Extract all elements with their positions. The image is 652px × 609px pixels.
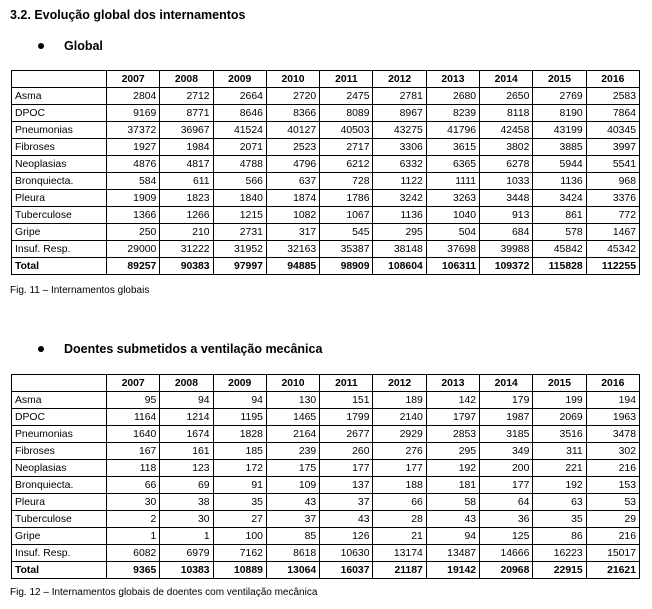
value-cell: 637 xyxy=(266,173,319,190)
row-label: Tuberculose xyxy=(12,511,107,528)
value-cell: 1067 xyxy=(320,207,373,224)
value-cell: 69 xyxy=(160,477,213,494)
value-cell: 221 xyxy=(533,460,586,477)
value-cell: 1215 xyxy=(213,207,266,224)
year-header: 2011 xyxy=(320,375,373,392)
row-label: Pneumonias xyxy=(12,426,107,443)
value-cell: 317 xyxy=(266,224,319,241)
value-cell: 1799 xyxy=(320,409,373,426)
row-label: Insuf. Resp. xyxy=(12,545,107,562)
value-cell: 728 xyxy=(320,173,373,190)
value-cell: 43275 xyxy=(373,122,426,139)
value-cell: 3185 xyxy=(480,426,533,443)
value-cell: 125 xyxy=(480,528,533,545)
year-header: 2009 xyxy=(213,375,266,392)
value-cell: 216 xyxy=(586,460,639,477)
year-header: 2009 xyxy=(213,71,266,88)
value-cell: 8190 xyxy=(533,105,586,122)
value-cell: 142 xyxy=(426,392,479,409)
row-label: Gripe xyxy=(12,224,107,241)
value-cell: 4788 xyxy=(213,156,266,173)
value-cell: 913 xyxy=(480,207,533,224)
corner-cell xyxy=(12,375,107,392)
value-cell: 2712 xyxy=(160,88,213,105)
section-heading: 3.2. Evolução global dos internamentos xyxy=(10,8,246,22)
value-cell: 39988 xyxy=(480,241,533,258)
value-cell: 2523 xyxy=(266,139,319,156)
value-cell: 239 xyxy=(266,443,319,460)
value-cell: 1823 xyxy=(160,190,213,207)
row-label: DPOC xyxy=(12,409,107,426)
value-cell: 86 xyxy=(533,528,586,545)
value-cell: 85 xyxy=(266,528,319,545)
value-cell: 2664 xyxy=(213,88,266,105)
value-cell: 94 xyxy=(213,392,266,409)
value-cell: 10889 xyxy=(213,562,266,579)
year-header: 2008 xyxy=(160,375,213,392)
value-cell: 295 xyxy=(373,224,426,241)
value-cell: 1195 xyxy=(213,409,266,426)
value-cell: 15017 xyxy=(586,545,639,562)
value-cell: 1266 xyxy=(160,207,213,224)
value-cell: 189 xyxy=(373,392,426,409)
value-cell: 295 xyxy=(426,443,479,460)
value-cell: 8646 xyxy=(213,105,266,122)
value-cell: 123 xyxy=(160,460,213,477)
year-header: 2010 xyxy=(266,71,319,88)
global-heading-text: Global xyxy=(64,39,103,53)
value-cell: 40345 xyxy=(586,122,639,139)
value-cell: 3306 xyxy=(373,139,426,156)
value-cell: 90383 xyxy=(160,258,213,275)
row-label: Total xyxy=(12,258,107,275)
row-label: Pneumonias xyxy=(12,122,107,139)
value-cell: 36 xyxy=(480,511,533,528)
row-label: Total xyxy=(12,562,107,579)
value-cell: 16223 xyxy=(533,545,586,562)
table-row xyxy=(12,156,640,173)
value-cell: 41524 xyxy=(213,122,266,139)
value-cell: 566 xyxy=(213,173,266,190)
value-cell: 37 xyxy=(320,494,373,511)
value-cell: 58 xyxy=(426,494,479,511)
value-cell: 53 xyxy=(586,494,639,511)
value-cell: 31222 xyxy=(160,241,213,258)
value-cell: 1366 xyxy=(107,207,160,224)
row-label: Pleura xyxy=(12,494,107,511)
row-label: Tuberculose xyxy=(12,207,107,224)
table-row xyxy=(12,122,640,139)
value-cell: 6082 xyxy=(107,545,160,562)
value-cell: 3448 xyxy=(480,190,533,207)
value-cell: 1797 xyxy=(426,409,479,426)
value-cell: 13174 xyxy=(373,545,426,562)
value-cell: 10383 xyxy=(160,562,213,579)
value-cell: 1111 xyxy=(426,173,479,190)
value-cell: 167 xyxy=(107,443,160,460)
value-cell: 177 xyxy=(320,460,373,477)
value-cell: 66 xyxy=(373,494,426,511)
total-row xyxy=(12,258,640,275)
value-cell: 19142 xyxy=(426,562,479,579)
value-cell: 177 xyxy=(373,460,426,477)
value-cell: 126 xyxy=(320,528,373,545)
bullet-icon xyxy=(38,346,44,352)
value-cell: 1136 xyxy=(373,207,426,224)
value-cell: 181 xyxy=(426,477,479,494)
value-cell: 8239 xyxy=(426,105,479,122)
value-cell: 3615 xyxy=(426,139,479,156)
value-cell: 37698 xyxy=(426,241,479,258)
year-header: 2011 xyxy=(320,71,373,88)
value-cell: 109372 xyxy=(480,258,533,275)
value-cell: 199 xyxy=(533,392,586,409)
ventilation-heading xyxy=(38,342,322,356)
value-cell: 2717 xyxy=(320,139,373,156)
total-row xyxy=(12,562,640,579)
value-cell: 151 xyxy=(320,392,373,409)
value-cell: 6212 xyxy=(320,156,373,173)
value-cell: 30 xyxy=(160,511,213,528)
row-label: Bronquiecta. xyxy=(12,173,107,190)
value-cell: 1214 xyxy=(160,409,213,426)
value-cell: 29000 xyxy=(107,241,160,258)
value-cell: 43 xyxy=(320,511,373,528)
value-cell: 38 xyxy=(160,494,213,511)
row-label: Gripe xyxy=(12,528,107,545)
ventilation-table xyxy=(11,374,640,579)
value-cell: 66 xyxy=(107,477,160,494)
value-cell: 1465 xyxy=(266,409,319,426)
table-row xyxy=(12,241,640,258)
value-cell: 1987 xyxy=(480,409,533,426)
value-cell: 6278 xyxy=(480,156,533,173)
value-cell: 772 xyxy=(586,207,639,224)
table-header-row xyxy=(12,71,640,88)
row-label: Neoplasias xyxy=(12,460,107,477)
table-row xyxy=(12,190,640,207)
value-cell: 1 xyxy=(160,528,213,545)
value-cell: 179 xyxy=(480,392,533,409)
value-cell: 3802 xyxy=(480,139,533,156)
value-cell: 504 xyxy=(426,224,479,241)
table-header-row xyxy=(12,375,640,392)
table-row xyxy=(12,443,640,460)
value-cell: 250 xyxy=(107,224,160,241)
figure-caption-11: Fig. 11 – Internamentos globais xyxy=(10,285,150,296)
ventilation-heading-text: Doentes submetidos a ventilação mecânica xyxy=(64,342,323,356)
value-cell: 8366 xyxy=(266,105,319,122)
row-label: Asma xyxy=(12,392,107,409)
value-cell: 684 xyxy=(480,224,533,241)
value-cell: 37372 xyxy=(107,122,160,139)
value-cell: 1840 xyxy=(213,190,266,207)
value-cell: 9365 xyxy=(107,562,160,579)
value-cell: 43 xyxy=(426,511,479,528)
value-cell: 2731 xyxy=(213,224,266,241)
value-cell: 8618 xyxy=(266,545,319,562)
value-cell: 311 xyxy=(533,443,586,460)
value-cell: 89257 xyxy=(107,258,160,275)
row-label: Fibroses xyxy=(12,443,107,460)
value-cell: 1984 xyxy=(160,139,213,156)
year-header: 2014 xyxy=(480,71,533,88)
value-cell: 94 xyxy=(426,528,479,545)
value-cell: 6979 xyxy=(160,545,213,562)
value-cell: 6365 xyxy=(426,156,479,173)
value-cell: 1 xyxy=(107,528,160,545)
table-row xyxy=(12,88,640,105)
value-cell: 8089 xyxy=(320,105,373,122)
value-cell: 3242 xyxy=(373,190,426,207)
value-cell: 172 xyxy=(213,460,266,477)
value-cell: 40127 xyxy=(266,122,319,139)
value-cell: 109 xyxy=(266,477,319,494)
value-cell: 137 xyxy=(320,477,373,494)
value-cell: 192 xyxy=(426,460,479,477)
table-row xyxy=(12,426,640,443)
value-cell: 584 xyxy=(107,173,160,190)
value-cell: 2140 xyxy=(373,409,426,426)
table-row xyxy=(12,494,640,511)
value-cell: 611 xyxy=(160,173,213,190)
value-cell: 2804 xyxy=(107,88,160,105)
value-cell: 2 xyxy=(107,511,160,528)
global-table xyxy=(11,70,640,275)
value-cell: 14666 xyxy=(480,545,533,562)
value-cell: 35 xyxy=(533,511,586,528)
value-cell: 8771 xyxy=(160,105,213,122)
value-cell: 3478 xyxy=(586,426,639,443)
value-cell: 1164 xyxy=(107,409,160,426)
value-cell: 185 xyxy=(213,443,266,460)
value-cell: 43 xyxy=(266,494,319,511)
value-cell: 20968 xyxy=(480,562,533,579)
value-cell: 188 xyxy=(373,477,426,494)
value-cell: 4796 xyxy=(266,156,319,173)
table-row xyxy=(12,224,640,241)
value-cell: 861 xyxy=(533,207,586,224)
value-cell: 32163 xyxy=(266,241,319,258)
value-cell: 175 xyxy=(266,460,319,477)
table-row xyxy=(12,460,640,477)
value-cell: 216 xyxy=(586,528,639,545)
year-header: 2014 xyxy=(480,375,533,392)
value-cell: 1033 xyxy=(480,173,533,190)
value-cell: 1136 xyxy=(533,173,586,190)
value-cell: 3997 xyxy=(586,139,639,156)
year-header: 2015 xyxy=(533,71,586,88)
value-cell: 161 xyxy=(160,443,213,460)
value-cell: 115828 xyxy=(533,258,586,275)
value-cell: 1909 xyxy=(107,190,160,207)
value-cell: 31952 xyxy=(213,241,266,258)
value-cell: 1927 xyxy=(107,139,160,156)
year-header: 2013 xyxy=(426,375,479,392)
value-cell: 97997 xyxy=(213,258,266,275)
value-cell: 194 xyxy=(586,392,639,409)
row-label: Insuf. Resp. xyxy=(12,241,107,258)
table-row xyxy=(12,545,640,562)
value-cell: 7162 xyxy=(213,545,266,562)
row-label: Pleura xyxy=(12,190,107,207)
value-cell: 21 xyxy=(373,528,426,545)
value-cell: 3885 xyxy=(533,139,586,156)
row-label: Neoplasias xyxy=(12,156,107,173)
value-cell: 3263 xyxy=(426,190,479,207)
value-cell: 4876 xyxy=(107,156,160,173)
value-cell: 2475 xyxy=(320,88,373,105)
year-header: 2010 xyxy=(266,375,319,392)
value-cell: 192 xyxy=(533,477,586,494)
value-cell: 3516 xyxy=(533,426,586,443)
value-cell: 106311 xyxy=(426,258,479,275)
year-header: 2013 xyxy=(426,71,479,88)
table-row xyxy=(12,528,640,545)
value-cell: 45842 xyxy=(533,241,586,258)
table-row xyxy=(12,409,640,426)
value-cell: 16037 xyxy=(320,562,373,579)
value-cell: 210 xyxy=(160,224,213,241)
value-cell: 2769 xyxy=(533,88,586,105)
value-cell: 21621 xyxy=(586,562,639,579)
value-cell: 4817 xyxy=(160,156,213,173)
value-cell: 28 xyxy=(373,511,426,528)
table-row xyxy=(12,511,640,528)
value-cell: 1786 xyxy=(320,190,373,207)
value-cell: 94 xyxy=(160,392,213,409)
value-cell: 6332 xyxy=(373,156,426,173)
value-cell: 130 xyxy=(266,392,319,409)
value-cell: 153 xyxy=(586,477,639,494)
value-cell: 2071 xyxy=(213,139,266,156)
value-cell: 2853 xyxy=(426,426,479,443)
value-cell: 10630 xyxy=(320,545,373,562)
value-cell: 22915 xyxy=(533,562,586,579)
value-cell: 2069 xyxy=(533,409,586,426)
value-cell: 21187 xyxy=(373,562,426,579)
value-cell: 30 xyxy=(107,494,160,511)
value-cell: 2680 xyxy=(426,88,479,105)
value-cell: 64 xyxy=(480,494,533,511)
value-cell: 8118 xyxy=(480,105,533,122)
row-label: DPOC xyxy=(12,105,107,122)
value-cell: 13487 xyxy=(426,545,479,562)
value-cell: 276 xyxy=(373,443,426,460)
value-cell: 9169 xyxy=(107,105,160,122)
value-cell: 1082 xyxy=(266,207,319,224)
value-cell: 3424 xyxy=(533,190,586,207)
table-row xyxy=(12,139,640,156)
value-cell: 45342 xyxy=(586,241,639,258)
row-label: Bronquiecta. xyxy=(12,477,107,494)
value-cell: 2720 xyxy=(266,88,319,105)
row-label: Fibroses xyxy=(12,139,107,156)
year-header: 2015 xyxy=(533,375,586,392)
year-header: 2008 xyxy=(160,71,213,88)
value-cell: 38148 xyxy=(373,241,426,258)
year-header: 2007 xyxy=(107,71,160,88)
value-cell: 108604 xyxy=(373,258,426,275)
value-cell: 5944 xyxy=(533,156,586,173)
value-cell: 42458 xyxy=(480,122,533,139)
value-cell: 578 xyxy=(533,224,586,241)
value-cell: 13064 xyxy=(266,562,319,579)
value-cell: 1674 xyxy=(160,426,213,443)
value-cell: 100 xyxy=(213,528,266,545)
value-cell: 98909 xyxy=(320,258,373,275)
value-cell: 8967 xyxy=(373,105,426,122)
value-cell: 349 xyxy=(480,443,533,460)
value-cell: 2650 xyxy=(480,88,533,105)
value-cell: 1828 xyxy=(213,426,266,443)
table-row xyxy=(12,477,640,494)
value-cell: 7864 xyxy=(586,105,639,122)
value-cell: 35387 xyxy=(320,241,373,258)
bullet-icon xyxy=(38,43,44,49)
value-cell: 1963 xyxy=(586,409,639,426)
value-cell: 2781 xyxy=(373,88,426,105)
value-cell: 112255 xyxy=(586,258,639,275)
value-cell: 63 xyxy=(533,494,586,511)
global-heading xyxy=(38,39,103,53)
row-label: Asma xyxy=(12,88,107,105)
value-cell: 94885 xyxy=(266,258,319,275)
value-cell: 41796 xyxy=(426,122,479,139)
value-cell: 95 xyxy=(107,392,160,409)
table-row xyxy=(12,173,640,190)
value-cell: 2583 xyxy=(586,88,639,105)
value-cell: 35 xyxy=(213,494,266,511)
year-header: 2012 xyxy=(373,375,426,392)
table-row xyxy=(12,392,640,409)
value-cell: 1640 xyxy=(107,426,160,443)
value-cell: 37 xyxy=(266,511,319,528)
year-header: 2012 xyxy=(373,71,426,88)
value-cell: 91 xyxy=(213,477,266,494)
year-header: 2007 xyxy=(107,375,160,392)
value-cell: 1467 xyxy=(586,224,639,241)
value-cell: 260 xyxy=(320,443,373,460)
table-row xyxy=(12,105,640,122)
figure-caption-12: Fig. 12 – Internamentos globais de doentes com ventilação mecânica xyxy=(10,587,318,598)
value-cell: 1040 xyxy=(426,207,479,224)
value-cell: 2164 xyxy=(266,426,319,443)
value-cell: 118 xyxy=(107,460,160,477)
value-cell: 27 xyxy=(213,511,266,528)
value-cell: 2929 xyxy=(373,426,426,443)
value-cell: 2677 xyxy=(320,426,373,443)
table-row xyxy=(12,207,640,224)
year-header: 2016 xyxy=(586,375,639,392)
year-header: 2016 xyxy=(586,71,639,88)
value-cell: 40503 xyxy=(320,122,373,139)
value-cell: 36967 xyxy=(160,122,213,139)
value-cell: 302 xyxy=(586,443,639,460)
value-cell: 545 xyxy=(320,224,373,241)
value-cell: 200 xyxy=(480,460,533,477)
value-cell: 968 xyxy=(586,173,639,190)
value-cell: 29 xyxy=(586,511,639,528)
value-cell: 43199 xyxy=(533,122,586,139)
value-cell: 177 xyxy=(480,477,533,494)
value-cell: 1122 xyxy=(373,173,426,190)
value-cell: 1874 xyxy=(266,190,319,207)
value-cell: 5541 xyxy=(586,156,639,173)
corner-cell xyxy=(12,71,107,88)
value-cell: 3376 xyxy=(586,190,639,207)
